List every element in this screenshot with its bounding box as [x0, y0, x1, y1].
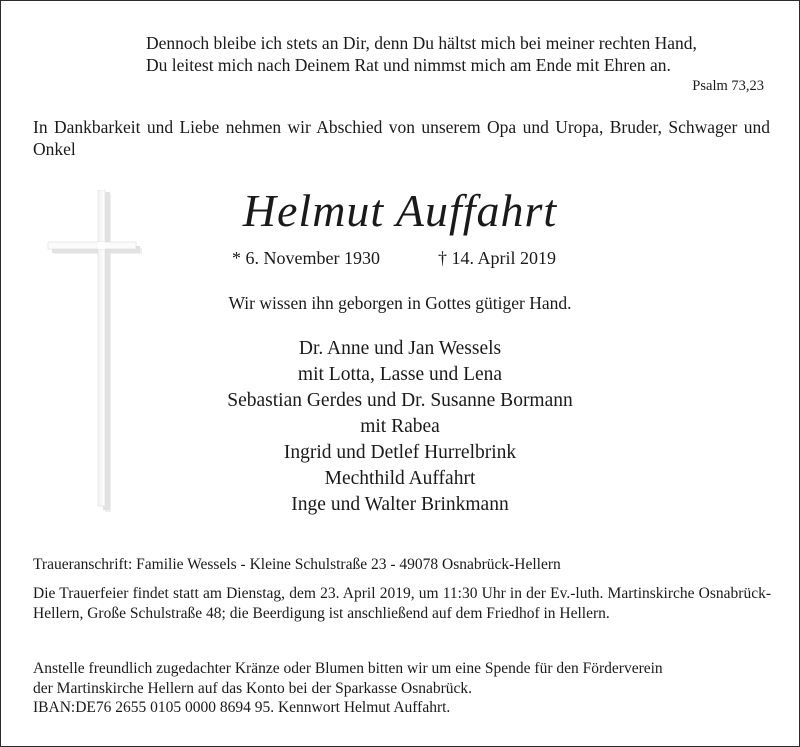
- psalm-line-1: Dennoch bleibe ich stets an Dir, denn Du hältst mich bei meiner rechten Hand,: [146, 33, 697, 53]
- mourning-address: Traueranschrift: Familie Wessels - Kleine Schulstraße 23 - 49078 Osnabrück-Hellern: [33, 556, 561, 573]
- psalm-verse: [146, 32, 697, 76]
- death-date: † 14. April 2019: [438, 248, 557, 268]
- faith-quote: Wir wissen ihn geborgen in Gottes gütiger Hand.: [228, 293, 572, 313]
- mourner-line: mit Rabea: [360, 416, 440, 437]
- donation-line-1: Anstelle freundlich zugedachter Kränze oder Blumen bitten wir um eine Spende für den Förderverein: [33, 660, 663, 677]
- life-dates: [232, 248, 556, 269]
- mourner-line: Dr. Anne und Jan Wessels: [298, 338, 502, 359]
- mourner-line: Sebastian Gerdes und Dr. Susanne Bormann: [227, 390, 573, 411]
- psalm-line-2: Du leitest mich nach Deinem Rat und nimmst mich am Ende mit Ehren an.: [146, 55, 671, 75]
- deceased-name: Helmut Auffahrt: [242, 185, 558, 236]
- donation-line-2: der Martinskirche Hellern auf das Konto bei der Sparkasse Osnabrück.: [33, 679, 473, 697]
- cross-icon: [46, 190, 146, 525]
- intro-text: In Dankbarkeit und Liebe nehmen wir Abschied von unserem Opa und Uropa, Bruder, Schwager und Onkel: [33, 117, 770, 159]
- mourner-line: mit Lotta, Lasse und Lena: [297, 364, 503, 385]
- mourner-line: Inge und Walter Brinkmann: [291, 494, 509, 515]
- donation-line-3: IBAN:DE76 2655 0105 0000 8694 95. Kennwort Helmut Auffahrt.: [33, 699, 451, 716]
- donation-note: [33, 659, 771, 718]
- psalm-reference: Psalm 73,23: [692, 78, 764, 94]
- mourner-line: Ingrid und Detlef Hurrelbrink: [283, 442, 517, 463]
- birth-date: * 6. November 1930: [232, 248, 380, 268]
- mourner-line: Mechthild Auffahrt: [324, 468, 476, 489]
- funeral-details: Die Trauerfeier findet statt am Dienstag, dem 23. April 2019, um 11:30 Uhr in der Ev.-luth. Martinskirche Osnabrück-Hellern, Große Schulstraße 48; die Beerdigung ist anschließend auf dem Friedhof in Hellern.: [33, 585, 771, 622]
